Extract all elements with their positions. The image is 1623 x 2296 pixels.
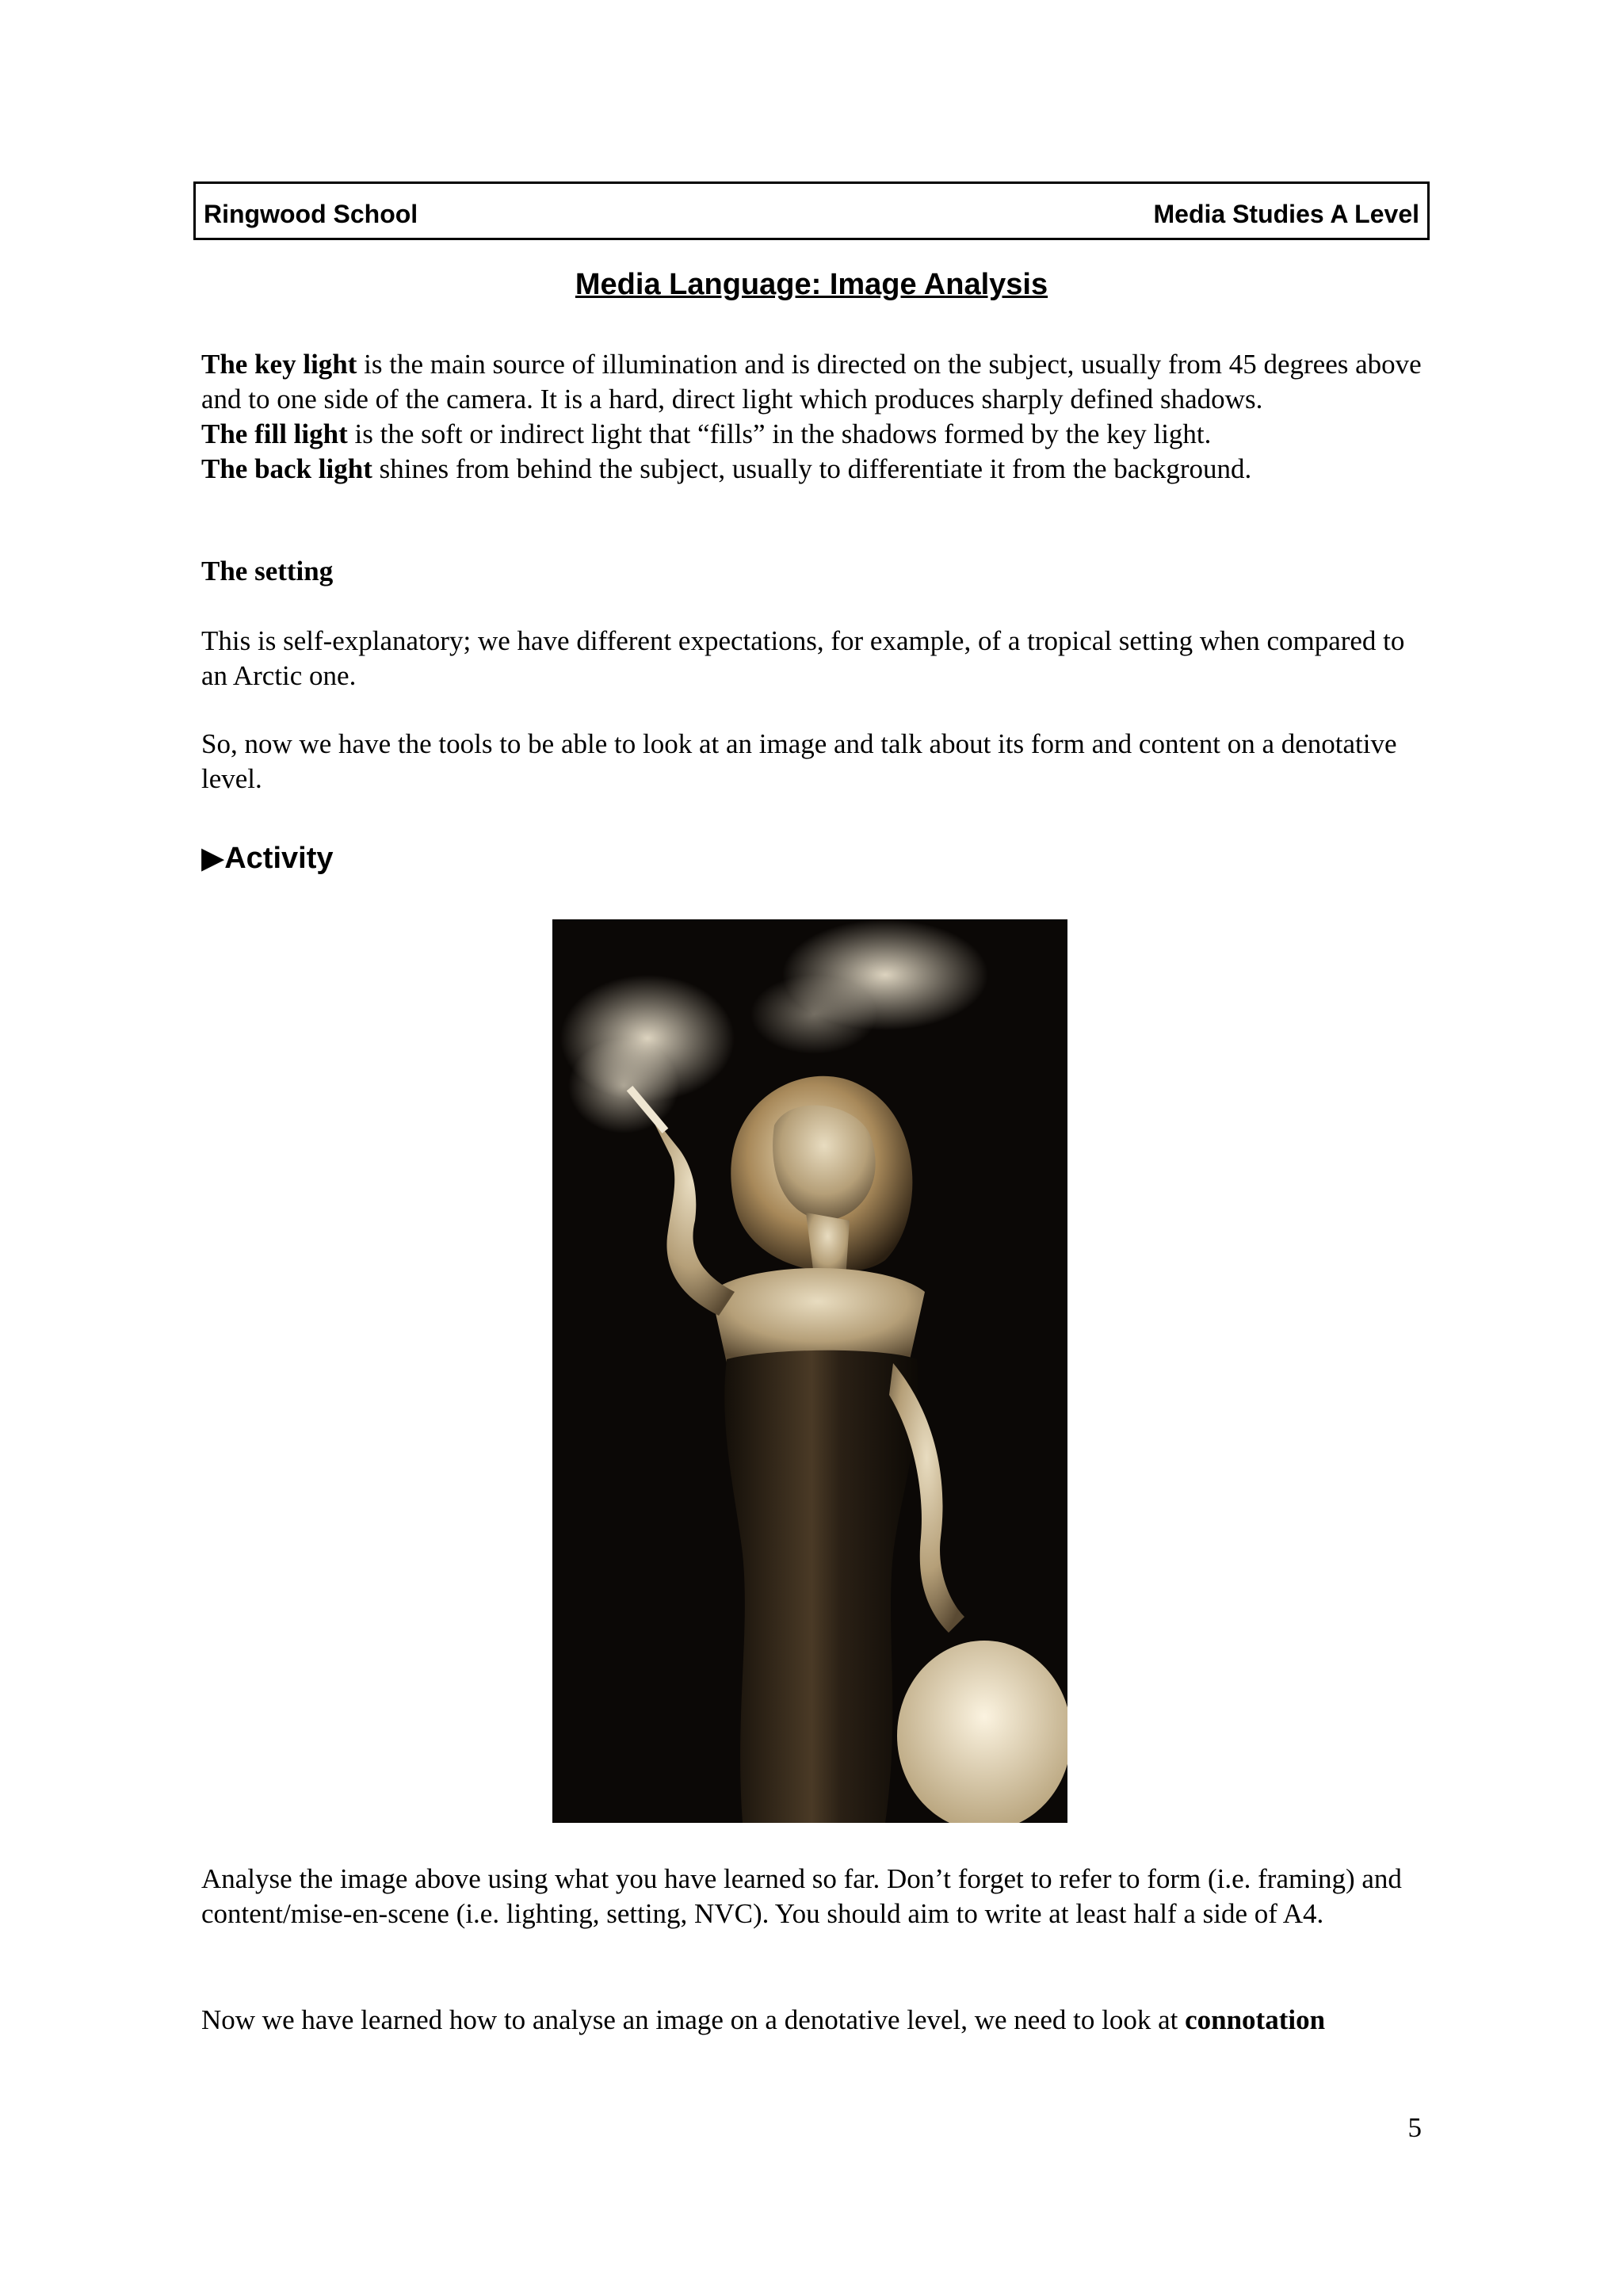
setting-paragraph: This is self-explanatory; we have different expectations, for example, of a tropical setting when compared to an Arctic one. xyxy=(201,625,1405,691)
lighting-section xyxy=(201,347,1438,487)
page-number: 5 xyxy=(1407,2112,1422,2143)
key-light-text: is the main source of illumination and is directed on the subject, usually from 45 degrees above and to one side of the camera. It is a hard, direct light which produces sharply defined shadows. xyxy=(201,349,1422,415)
activity-label: Activity xyxy=(224,842,334,875)
setting-heading xyxy=(201,554,1438,589)
fill-light-term: The fill light xyxy=(201,418,348,449)
fill-light-text: is the soft or indirect light that “fills” in the shadows formed by the key light. xyxy=(347,418,1212,449)
fill-light-paragraph xyxy=(201,417,1438,452)
header-school: Ringwood School xyxy=(204,200,418,228)
header-course: Media Studies A Level xyxy=(1153,200,1419,228)
back-light-text: shines from behind the subject, usually to differentiate it from the background. xyxy=(372,453,1252,484)
final-text: Now we have learned how to analyse an image on a denotative level, we need to look at xyxy=(201,2004,1186,2035)
page-header xyxy=(193,181,1430,240)
key-light-paragraph xyxy=(201,347,1438,417)
film-still-photo xyxy=(552,919,1067,1823)
analyse-paragraph: Analyse the image above using what you have learned so far. Don’t forget to refer to form (i.e. framing) and content/mise-en-scene (i.e. lighting, setting, NVC). You should aim to write at least half a side of A4. xyxy=(201,1863,1402,1929)
key-light-term: The key light xyxy=(201,349,357,380)
tools-paragraph: So, now we have the tools to be able to look at an image and talk about its form and content on a denotative level. xyxy=(201,728,1397,794)
activity-heading xyxy=(201,840,334,876)
back-light-paragraph xyxy=(201,452,1438,487)
document-title: Media Language: Image Analysis xyxy=(575,268,1048,301)
play-triangle-icon: ▶ xyxy=(201,842,225,875)
setting-heading-text: The setting xyxy=(201,556,334,586)
back-light-term: The back light xyxy=(201,453,372,484)
final-paragraph xyxy=(201,2003,1438,2038)
connotation-term: connotation xyxy=(1185,2004,1326,2035)
